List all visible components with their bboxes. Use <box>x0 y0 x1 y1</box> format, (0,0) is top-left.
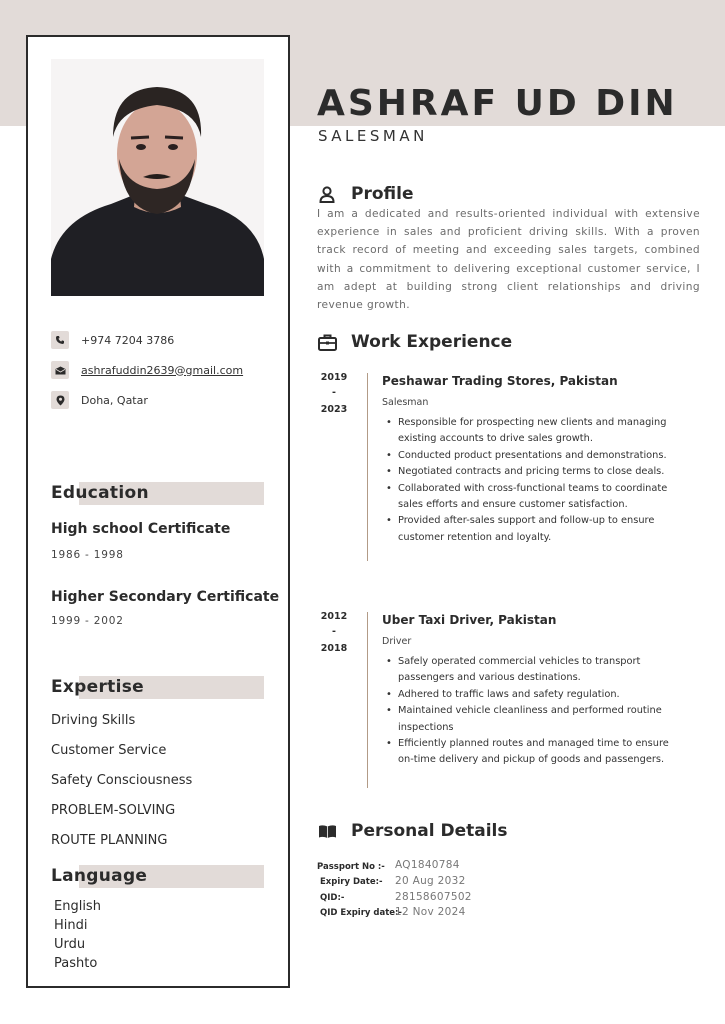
map-pin-icon <box>51 391 69 409</box>
job-year-dash: - <box>332 387 336 398</box>
education-item-years: 1999 - 2002 <box>51 615 124 627</box>
qid-label: QID:- <box>320 893 345 903</box>
job-responsibilities <box>398 654 678 769</box>
job-role: Salesman <box>382 397 429 408</box>
list-item: • Safely operated commercial vehicles to transport passengers and various destinations. <box>398 654 678 687</box>
expertise-item: Safety Consciousness <box>51 773 193 788</box>
contact-phone <box>51 331 174 349</box>
list-item: • Collaborated with cross-functional teams to coordinate sales efforts and ensure customer satisfaction. <box>398 481 678 514</box>
qid-expiry-value: 12 Nov 2024 <box>395 906 466 918</box>
envelope-icon <box>51 361 69 379</box>
expiry-value: 20 Aug 2032 <box>395 875 466 887</box>
list-item: • Adhered to traffic laws and safety regulation. <box>398 687 678 703</box>
profile-summary: I am a dedicated and results-oriented individual with extensive experience in sales and proficient driving skills. With a proven track record of meeting and exceeding sales targets, combined with a commitment to delivering exceptional customer service, I am adept at building strong client relationships and driving revenue growth. <box>317 208 700 312</box>
language-item: English <box>54 899 101 914</box>
passport-value: AQ1840784 <box>395 859 460 871</box>
expertise-item: ROUTE PLANNING <box>51 833 168 848</box>
candidate-name: ASHRAF UD DIN <box>317 83 678 124</box>
timeline-line <box>367 612 368 788</box>
contact-email[interactable] <box>51 361 243 379</box>
list-item: • Conducted product presentations and demonstrations. <box>398 448 678 464</box>
book-icon <box>317 821 337 841</box>
language-item: Hindi <box>54 918 88 933</box>
user-icon <box>317 184 337 204</box>
language-heading-text: Language <box>51 866 148 886</box>
contact-location <box>51 391 148 409</box>
education-item-title: Higher Secondary Certificate <box>51 589 280 605</box>
location-text: Doha, Qatar <box>81 393 148 407</box>
qid-value: 28158607502 <box>395 891 472 903</box>
profile-photo <box>51 59 264 296</box>
phone-icon <box>51 331 69 349</box>
expiry-label: Expiry Date:- <box>320 877 383 887</box>
list-item: • Maintained vehicle cleanliness and performed routine inspections <box>398 703 678 736</box>
education-item-years: 1986 - 1998 <box>51 549 124 561</box>
list-item: • Negotiated contracts and pricing terms to close deals. <box>398 464 678 480</box>
timeline-line <box>367 373 368 561</box>
expertise-item: PROBLEM-SOLVING <box>51 803 176 818</box>
email-link[interactable]: ashrafuddin2639@gmail.com <box>81 363 244 377</box>
job-title: Uber Taxi Driver, Pakistan <box>382 613 557 627</box>
job-year-dash: - <box>332 626 336 637</box>
language-item: Pashto <box>54 956 98 971</box>
list-item: • Efficiently planned routes and managed time to ensure on-time delivery and pickup of goods and passengers. <box>398 736 678 769</box>
list-item: • Responsible for prospecting new clients and managing existing accounts to drive sales growth. <box>398 415 678 448</box>
job-year-start: 2019 <box>320 372 348 383</box>
expertise-item: Customer Service <box>51 743 167 758</box>
job-year-start: 2012 <box>320 611 348 622</box>
job-role: Driver <box>382 636 412 647</box>
job-year-end: 2023 <box>320 404 348 415</box>
work-heading-text: Work Experience <box>351 332 513 352</box>
expertise-heading-text: Expertise <box>51 677 144 697</box>
education-heading <box>51 482 264 505</box>
expertise-item: Driving Skills <box>51 713 136 728</box>
personal-heading-text: Personal Details <box>351 821 508 841</box>
job-title: Peshawar Trading Stores, Pakistan <box>382 374 618 388</box>
language-heading <box>51 865 264 888</box>
profile-heading-text: Profile <box>351 184 414 204</box>
profile-section-heading <box>317 184 413 204</box>
qid-expiry-label: QID Expiry date:- <box>320 908 402 918</box>
list-item: • Provided after-sales support and follow-up to ensure customer retention and loyalty. <box>398 513 678 546</box>
expertise-heading <box>51 676 264 699</box>
briefcase-icon <box>317 332 337 352</box>
passport-label: Passport No :- <box>317 862 385 872</box>
work-section-heading <box>317 332 512 352</box>
job-year-end: 2018 <box>320 643 348 654</box>
job-responsibilities <box>398 415 678 546</box>
education-heading-text: Education <box>51 483 149 503</box>
personal-section-heading <box>317 821 508 841</box>
education-item-title: High school Certificate <box>51 521 231 537</box>
phone-number: +974 7204 3786 <box>81 333 175 347</box>
candidate-role: SALESMAN <box>318 127 428 145</box>
language-item: Urdu <box>54 937 86 952</box>
sidebar <box>26 35 290 988</box>
